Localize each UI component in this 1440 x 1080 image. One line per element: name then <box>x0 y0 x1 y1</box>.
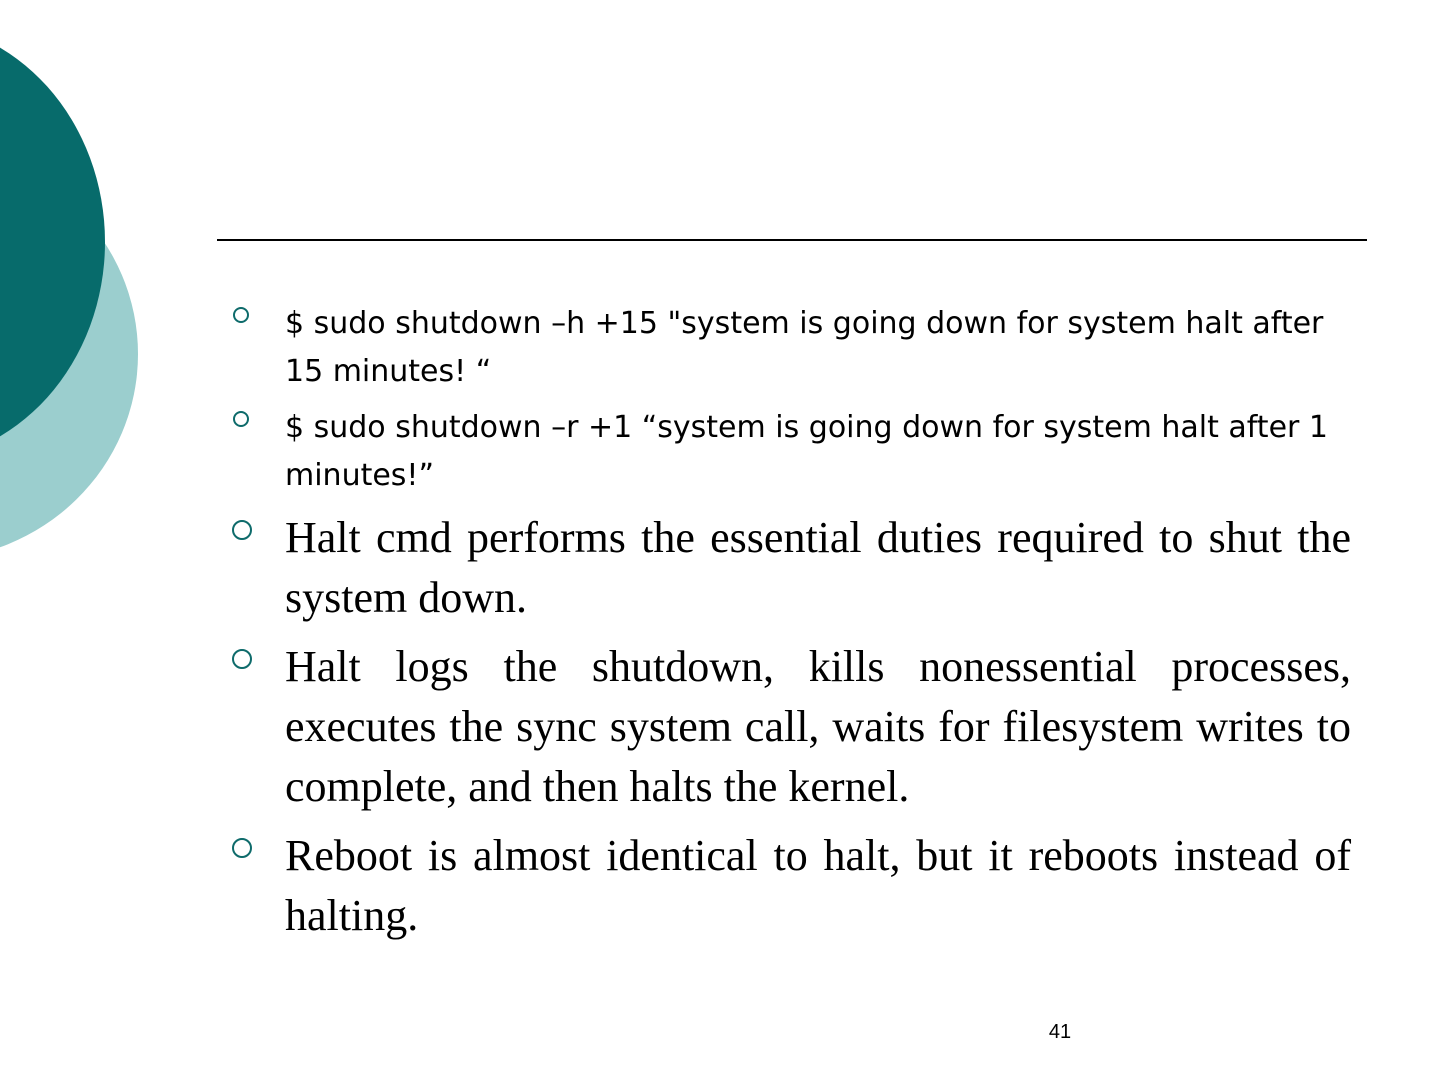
bullet-text: Halt logs the shutdown, kills nonessential processes, executes the sync system call, waits for filesystem writes to complete, and then halts the kernel. <box>285 642 1351 811</box>
bullet-item <box>229 508 1351 628</box>
title-divider <box>217 239 1367 241</box>
circle-bullet-icon <box>233 411 249 427</box>
circle-bullet-icon <box>233 307 249 323</box>
bullet-item <box>229 637 1351 817</box>
page-number: 41 <box>1048 1021 1072 1043</box>
bullet-text: $ sudo shutdown –r +1 “system is going down for system halt after 1 minutes!” <box>285 410 1328 493</box>
circle-bullet-icon <box>232 520 252 540</box>
bullet-item <box>229 404 1351 500</box>
circle-bullet-icon <box>232 838 252 858</box>
bullet-text: Reboot is almost identical to halt, but it reboots instead of halting. <box>285 831 1351 940</box>
circle-bullet-icon <box>232 649 252 669</box>
bullet-item <box>229 300 1351 396</box>
bullet-list <box>229 300 1351 955</box>
bullet-text: Halt cmd performs the essential duties required to shut the system down. <box>285 513 1351 622</box>
bullet-text: $ sudo shutdown –h +15 "system is going down for system halt after 15 minutes! “ <box>285 306 1324 389</box>
bullet-item <box>229 826 1351 946</box>
